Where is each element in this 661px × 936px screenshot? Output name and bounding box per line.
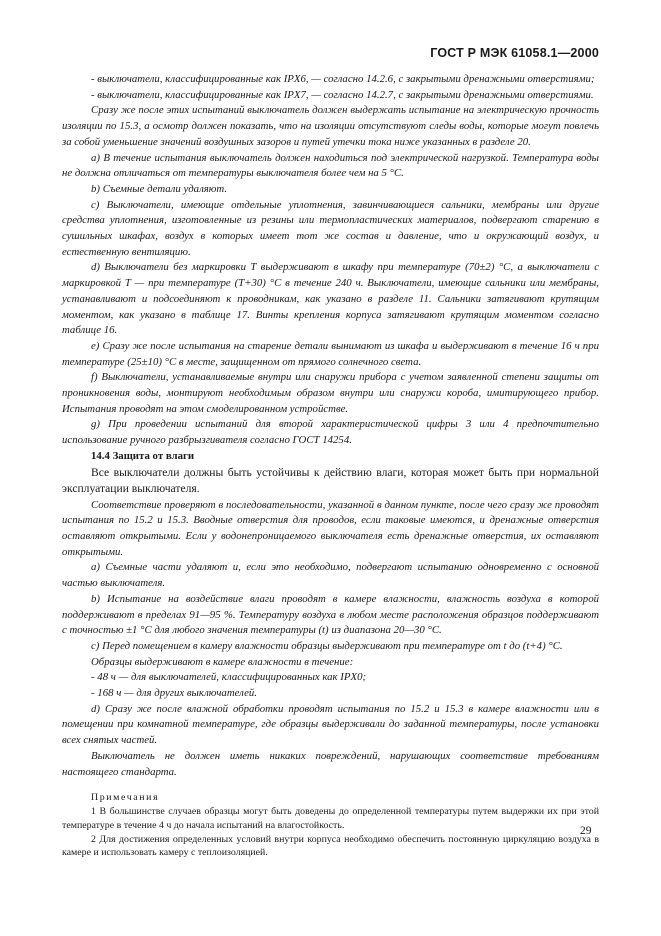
body-paragraph: a) Съемные части удаляют и, если это необходимо, подвергают испытанию одновременно с основной частью выключателя. (62, 561, 599, 590)
body-paragraph: Соответствие проверяют в последовательности, указанной в данном пункте, после чего сразу же проводят испытания по 15.2 и 15.3. Вводные отверстия для проводов, если таковые имеются, и дренажные отверстия оставляют открытыми. Если у водонепроницаемого выключателя есть дренажные отверстия, их оставляют открытыми. (62, 498, 599, 558)
body-paragraph: Образцы выдерживают в камере влажности в течение: (91, 655, 354, 668)
body-paragraph: - 168 ч — для других выключателей. (91, 687, 258, 700)
body-paragraph: e) Сразу же после испытания на старение детали вынимают из шкафа и выдерживают в течение 16 ч при температуре (25±10) °С в месте, защищенном от прямого солнечного света. (62, 339, 599, 368)
body-paragraph: c) Перед помещением в камеру влажности образцы выдерживают при температуре от t до (t+4) °С. (91, 639, 563, 652)
notes-block (62, 791, 599, 860)
note-item: 1 В большинстве случаев образцы могут быть доведены до определенной температуры путем выдержки их при этой температуре в течение 4 ч до начала испытаний на влагостойкость. (62, 806, 599, 831)
page-number: 29 (580, 825, 592, 837)
body-paragraph: - выключатели, классифицированные как IPX6, — согласно 14.2.6, с закрытыми дренажными отверстиями; (91, 73, 595, 85)
body-paragraph: b) Испытание на воздействие влаги проводят в камере влажности, влажность воздуха в которой поддерживают в пределах 91—95 %. Температуру воздуха в любом месте расположения образцов поддерживают с точностью ±1 °С для любого значения температуры (t) из диапазона 20—30 °С. (62, 592, 599, 637)
section-heading: 14.4 Защита от влаги (91, 449, 195, 462)
body-paragraph: g) При проведении испытаний для второй характеристической цифры 3 или 4 предпочтительно использование ручного разбрызгивателя согласно ГОСТ 14254. (62, 418, 599, 447)
body-paragraph: Все выключатели должны быть устойчивы к действию влаги, которая может быть при нормальной эксплуатации выключателя. (62, 465, 599, 496)
note-item: 2 Для достижения определенных условий внутри корпуса необходимо обеспечить постоянную циркуляцию воздуха в камере и использовать камеру с теплоизоляцией. (62, 833, 599, 859)
body-paragraph: a) В течение испытания выключатель должен находиться под электрической нагрузкой. Температура воды не должна отличаться от температуры выключателя более чем на 5 °С. (62, 151, 599, 180)
body-paragraph: - 48 ч — для выключателей, классифицированных как IPX0; (91, 671, 367, 684)
body-paragraph: d) Сразу же после влажной обработки проводят испытания по 15.2 и 15.3 в камере влажности или в помещении при комнатной температуре, где образцы выдерживали до заданной температуры, после установки всех снятых частей. (62, 702, 599, 747)
body-paragraph: f) Выключатели, устанавливаемые внутри или снаружи прибора с учетом заявленной степени защиты от проникновения воды, монтируют необходимым образом внутри или снаружи короба, имитирующего прибор. Испытания проводят на этом смоделированном устройстве. (62, 371, 599, 415)
body-paragraph: - выключатели, классифицированные как IPX7, — согласно 14.2.7, с закрытыми дренажными отверстиями. (91, 88, 594, 101)
body-paragraph: b) Съемные детали удаляют. (91, 182, 228, 195)
body-paragraph: Выключатель не должен иметь никаких повреждений, нарушающих соответствие требованиям настоящего стандарта. (62, 749, 599, 778)
document-body (62, 72, 599, 860)
body-paragraph: c) Выключатели, имеющие отдельные уплотнения, завинчивающиеся сальники, мембраны или другие средства уплотнения, изготовленные из резины или термопластических материалов, подвергают старению в сушильных шкафах, воздух в которых имеет тот же состав и давление, что и окружающий воздух, и естественную вентиляцию. (62, 198, 599, 258)
notes-title: Примечания (91, 792, 160, 804)
body-paragraph: Сразу же после этих испытаний выключатель должен выдержать испытание на электрическую прочность изоляции по 15.3, а осмотр должен показать, что на изоляции отсутствуют следы воды, которые могут повлечь за собой уменьшение значений воздушных зазоров и путей утечки тока ниже указанных в разделе 20. (62, 104, 599, 148)
body-paragraph: d) Выключатели без маркировки T выдерживают в шкафу при температуре (70±2) °С, а выключатели с маркировкой T — при температуре (T+30) °С в течение 240 ч. Выключатели, имеющие сальники или мембраны, устанавливают и подсоединяют к проводникам, как указано в разделе 11. Сальники затягивают крутящим моментом, как указано в таблице 17. Винты крепления корпуса затягивают крутящим моментом согласно таблице 16. (62, 261, 599, 337)
standard-header: ГОСТ Р МЭК 61058.1—2000 (430, 46, 599, 60)
